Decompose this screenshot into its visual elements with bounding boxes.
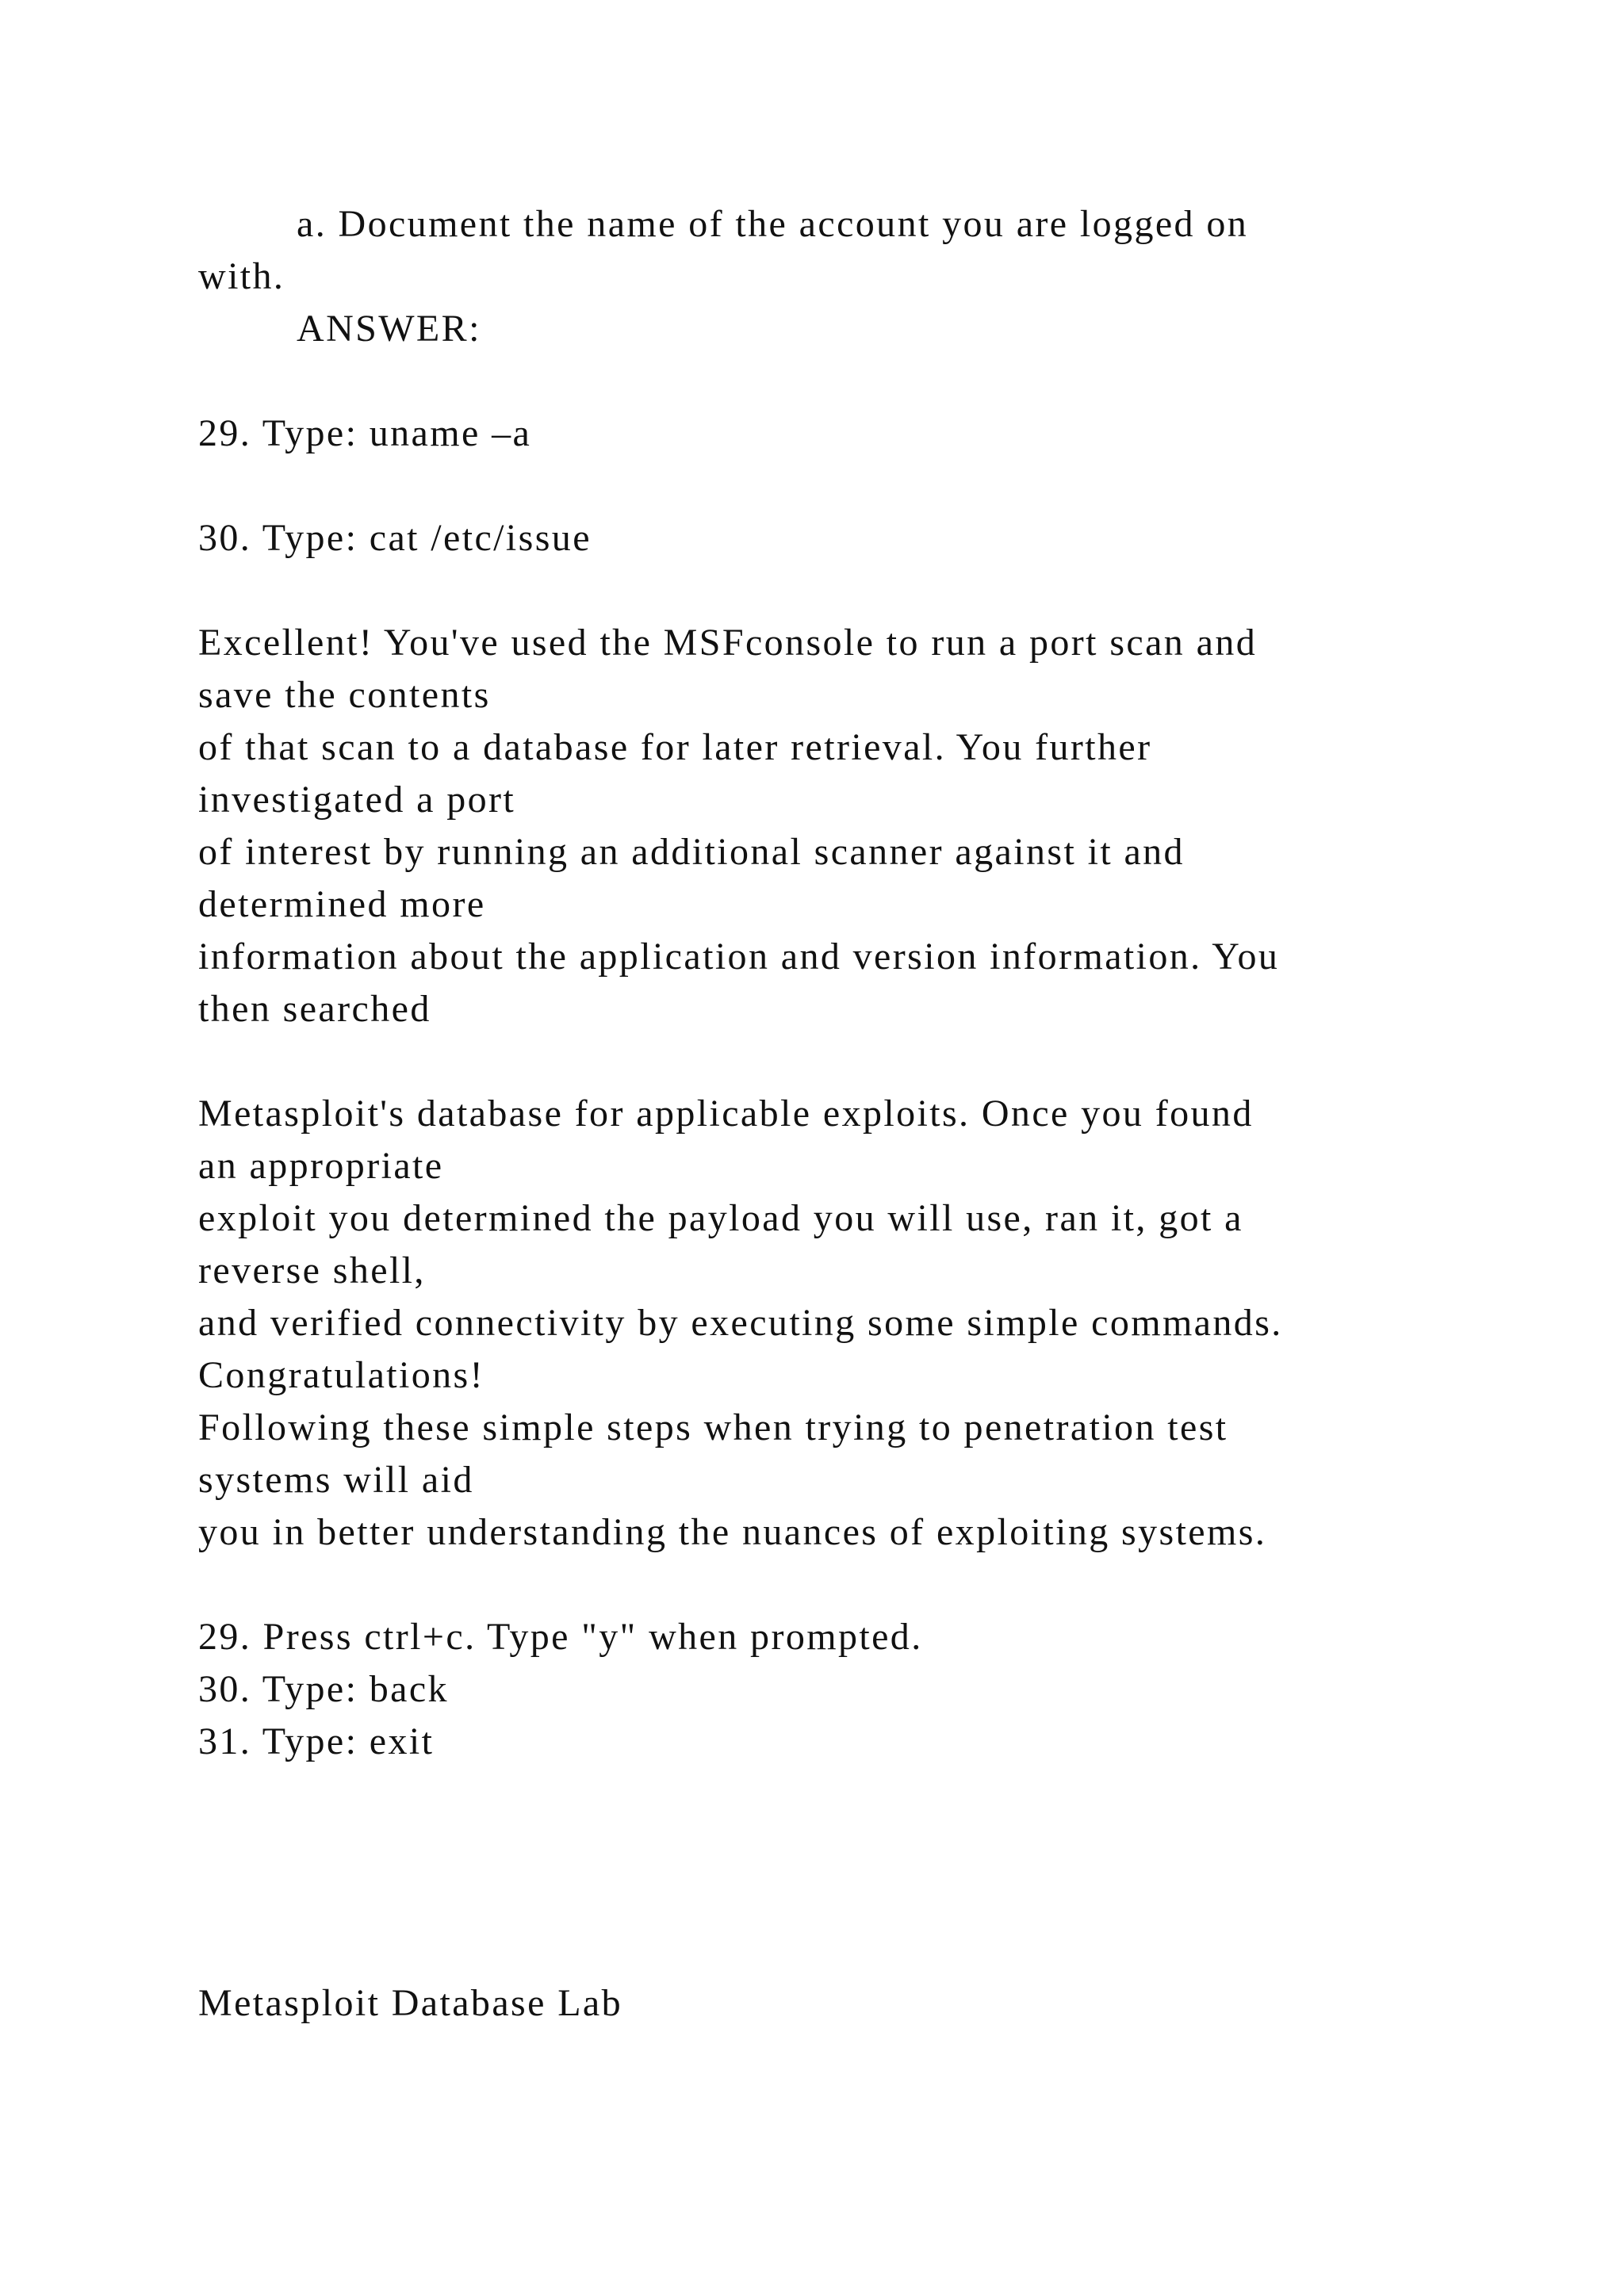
summary-line-3: of that scan to a database for later retrieval. You further: [198, 726, 1152, 768]
summary-line-6: determined more: [198, 883, 486, 925]
step-a-line-2: with.: [198, 255, 285, 297]
summary-line-7: information about the application and version information. You: [198, 936, 1280, 978]
answer-label: ANSWER:: [297, 308, 481, 350]
summary-line-8: then searched: [198, 988, 431, 1030]
summary-line-11: exploit you determined the payload you will use, ran it, got a: [198, 1197, 1243, 1239]
summary-line-13: and verified connectivity by executing some simple commands.: [198, 1302, 1283, 1344]
summary-line-1: Excellent! You've used the MSFconsole to run a port scan and: [198, 622, 1258, 664]
step-30-back: 30. Type: back: [198, 1668, 449, 1710]
summary-line-16: systems will aid: [198, 1459, 474, 1501]
summary-line-17: you in better understanding the nuances of exploiting systems.: [198, 1511, 1267, 1553]
step-a-line-1: a. Document the name of the account you are logged on: [297, 203, 1249, 245]
summary-line-9: Metasploit's database for applicable exploits. Once you found: [198, 1093, 1254, 1135]
summary-line-2: save the contents: [198, 674, 491, 716]
summary-line-14: Congratulations!: [198, 1354, 485, 1396]
summary-line-10: an appropriate: [198, 1145, 444, 1187]
lab-title-footer: Metasploit Database Lab: [198, 1982, 623, 2024]
step-31-exit: 31. Type: exit: [198, 1720, 435, 1762]
step-29-ctrl-c: 29. Press ctrl+c. Type "y" when prompted.: [198, 1616, 923, 1658]
summary-line-4: investigated a port: [198, 779, 516, 821]
summary-line-12: reverse shell,: [198, 1249, 426, 1292]
summary-line-5: of interest by running an additional scanner against it and: [198, 831, 1185, 873]
step-29-uname: 29. Type: uname –a: [198, 412, 532, 454]
step-30-cat-issue: 30. Type: cat /etc/issue: [198, 517, 592, 559]
summary-line-15: Following these simple steps when trying to penetration test: [198, 1406, 1228, 1448]
